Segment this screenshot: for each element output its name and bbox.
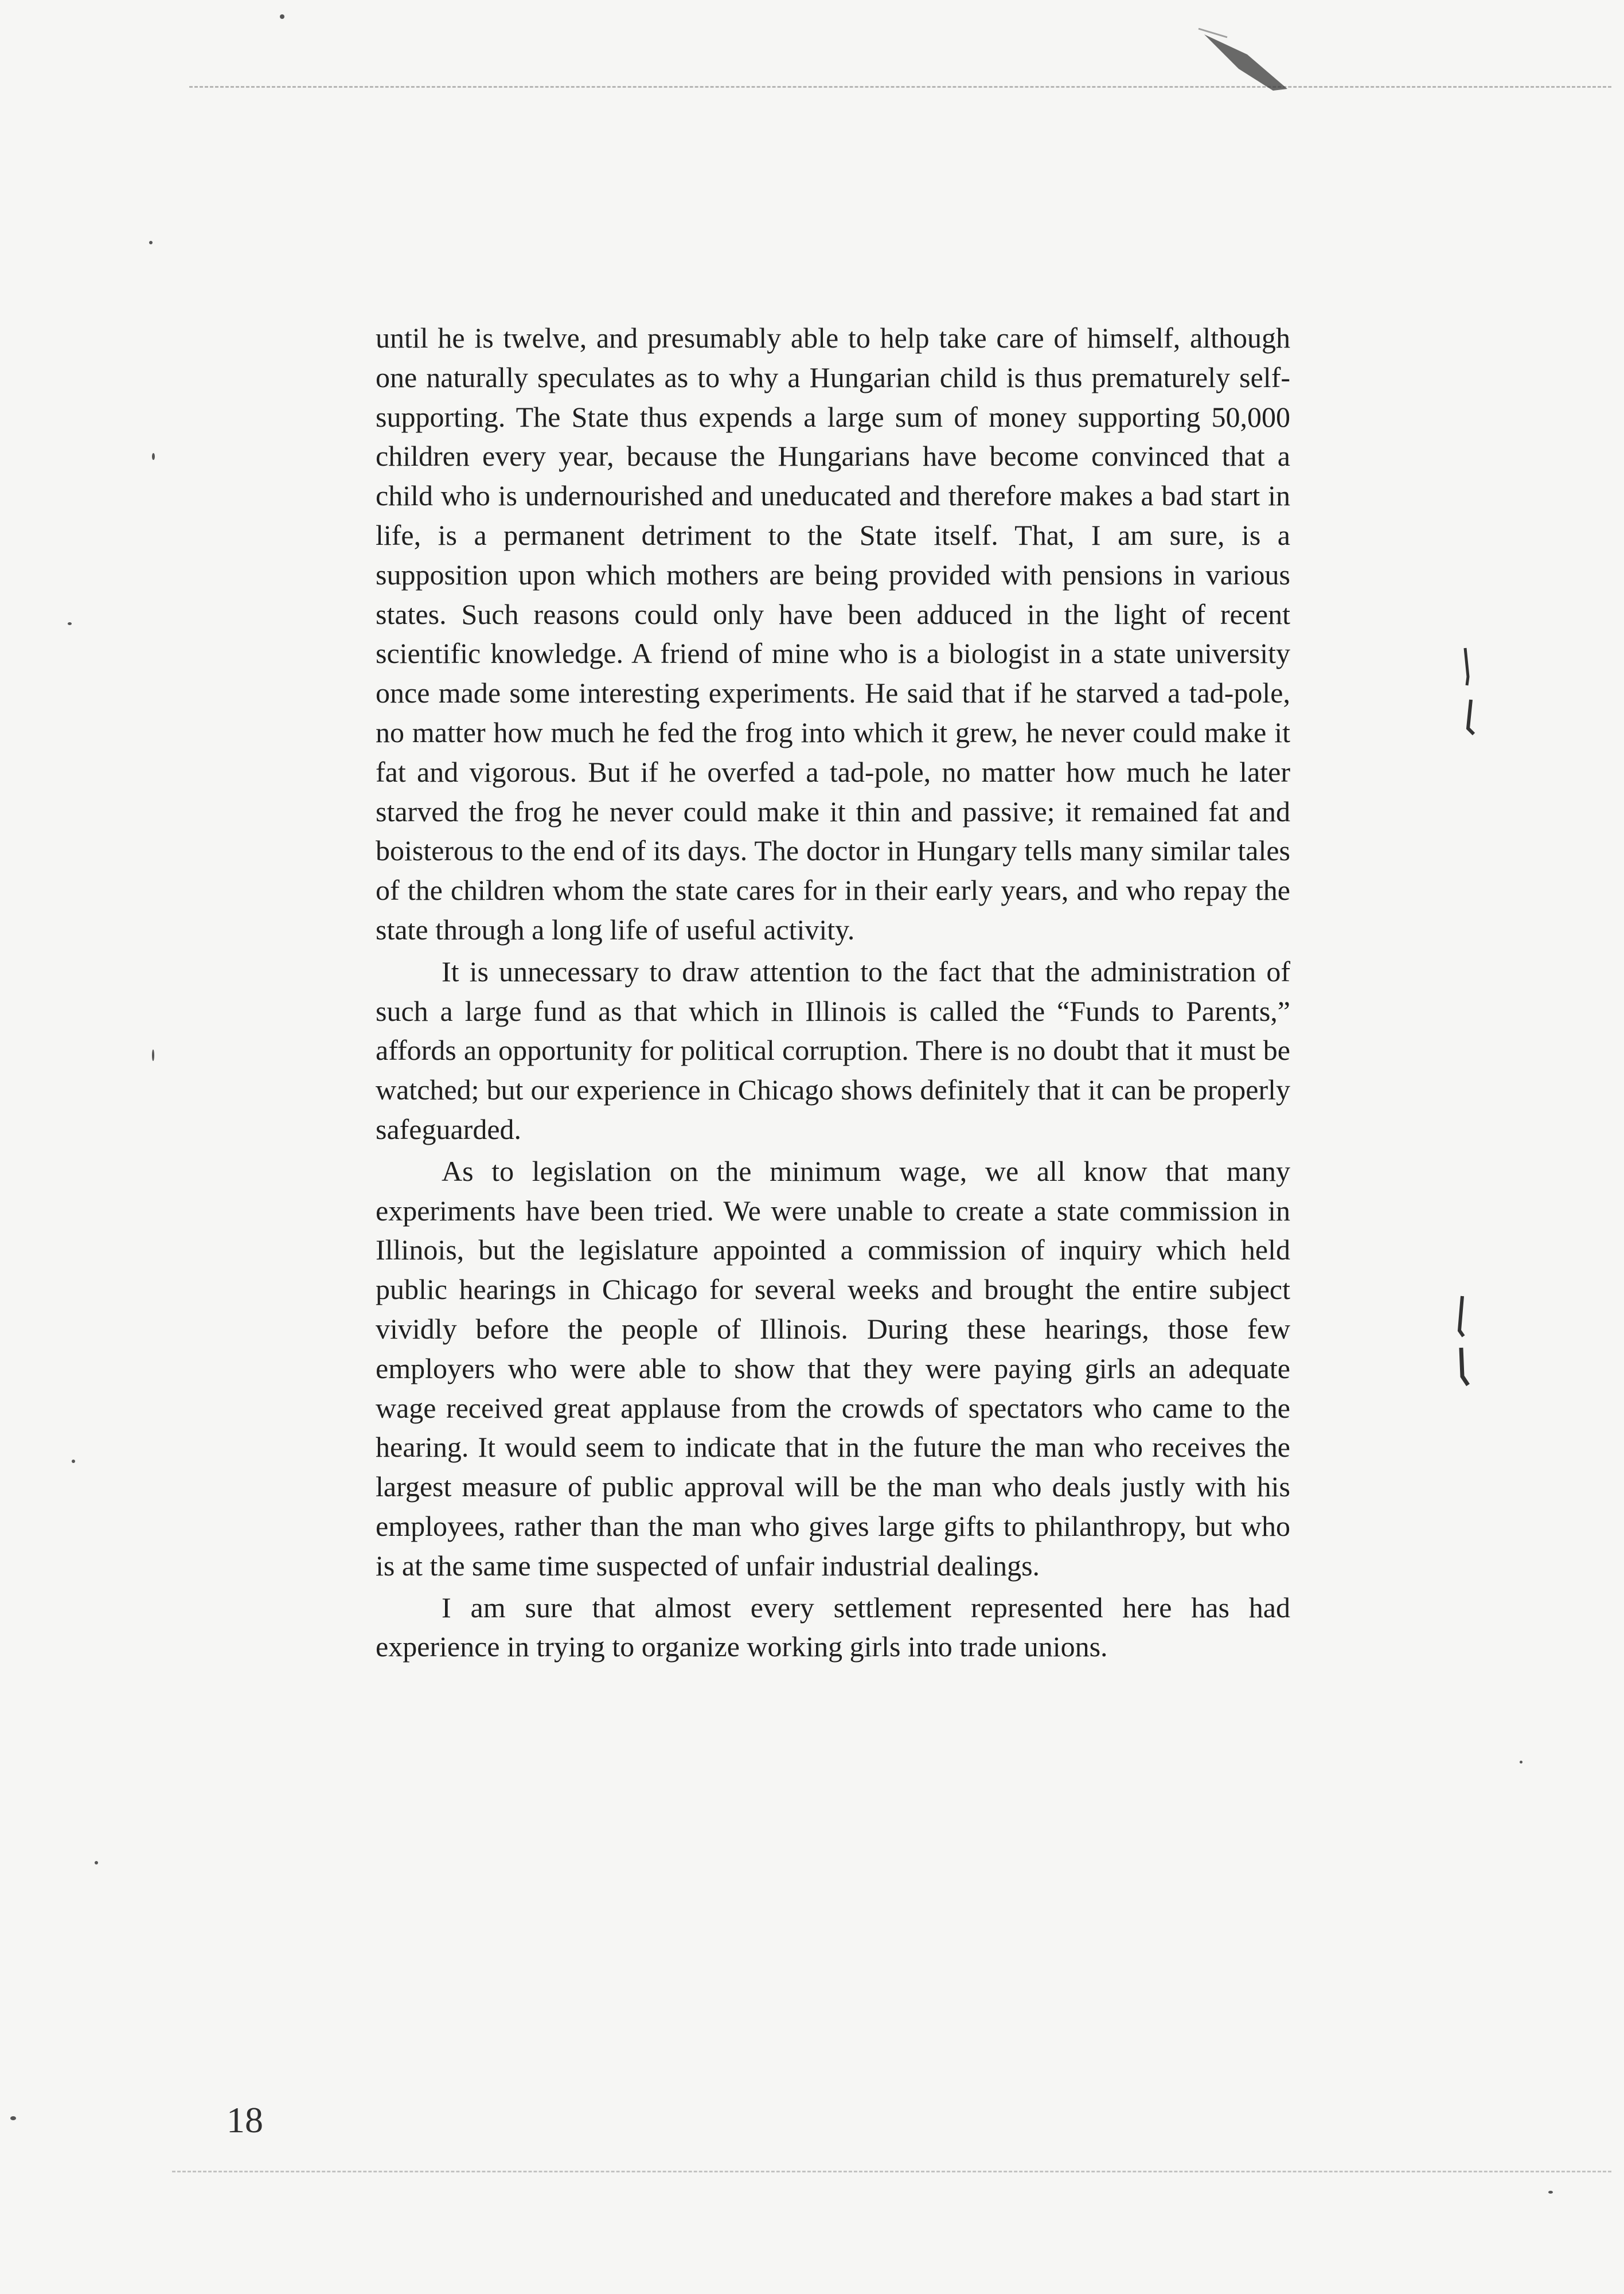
speck [280, 14, 284, 19]
speck [95, 1861, 98, 1864]
body-text [376, 318, 1290, 1669]
speck [149, 241, 153, 244]
paragraph-2: It is unnecessary to draw attention to the fact that the administration of such a large fund as that which in Illinois is called the “Funds to Parents,” affords an opportunity for political corruption. There is no doubt that it must be watched; but our experience in Chicago shows definitely that it can be properly safeguarded. [376, 955, 1290, 1145]
speck [152, 1050, 154, 1061]
speck [68, 622, 72, 625]
speck [1520, 1761, 1522, 1764]
speck [10, 2116, 16, 2120]
page-edge-top [189, 86, 1611, 88]
speck [1548, 2191, 1553, 2194]
margin-mark-lower [1445, 1290, 1479, 1388]
paragraph-4: I am sure that almost every settlement represented here has had experience in trying to organize working girls into trade unions. [376, 1591, 1290, 1663]
speck [152, 453, 155, 460]
paragraph-3: As to legislation on the minimum wage, we all know that many experiments have been tried. We were unable to create a state commission in Illinois, but the legislature appointed a commission of inquiry which held public hearings in Chicago for several weeks and brought the entire subject vividly before the people of Illinois. During these hearings, those few employers who were able to show that they were paying girls an adequate wage received great applause from the crowds of spectators who came to the hearing. It would seem to indicate that in the future the man who receives the largest measure of public approval will be the man who deals justly with his employees, rather than the man who gives large gifts to philanthropy, but who is at the same time suspected of unfair industrial dealings. [376, 1154, 1290, 1582]
margin-mark-upper [1451, 642, 1485, 740]
corner-fold-mark [1193, 23, 1307, 97]
speck [72, 1460, 75, 1463]
page-edge-bottom [172, 2171, 1611, 2172]
paragraph-1: until he is twelve, and presumably able to help take care of himself, although one naturally speculates as to why a Hungarian child is thus prematurely self-supporting. The State thus expends a large sum of money supporting 50,000 children every year, because the Hungarians have become convinced that a child who is undernourished and uneducated and therefore makes a bad start in life, is a permanent detriment to the State itself. That, I am sure, is a supposition upon which mothers are being provided with pensions in various states. Such reasons could only have been adduced in the light of recent scientific knowledge. A friend of mine who is a biologist in a state university once made some interesting experiments. He said that if he starved a tad-pole, no matter how much he fed the frog into which it grew, he never could make it fat and vigorous. But if he overfed a tad-pole, no matter how much he later starved the frog he never could make it thin and passive; it remained fat and boisterous to the end of its days. The doctor in Hungary tells many similar tales of the children whom the state cares for in their early years, and who repay the state through a long life of useful activity. [376, 322, 1290, 946]
page-number: 18 [227, 2100, 263, 2140]
